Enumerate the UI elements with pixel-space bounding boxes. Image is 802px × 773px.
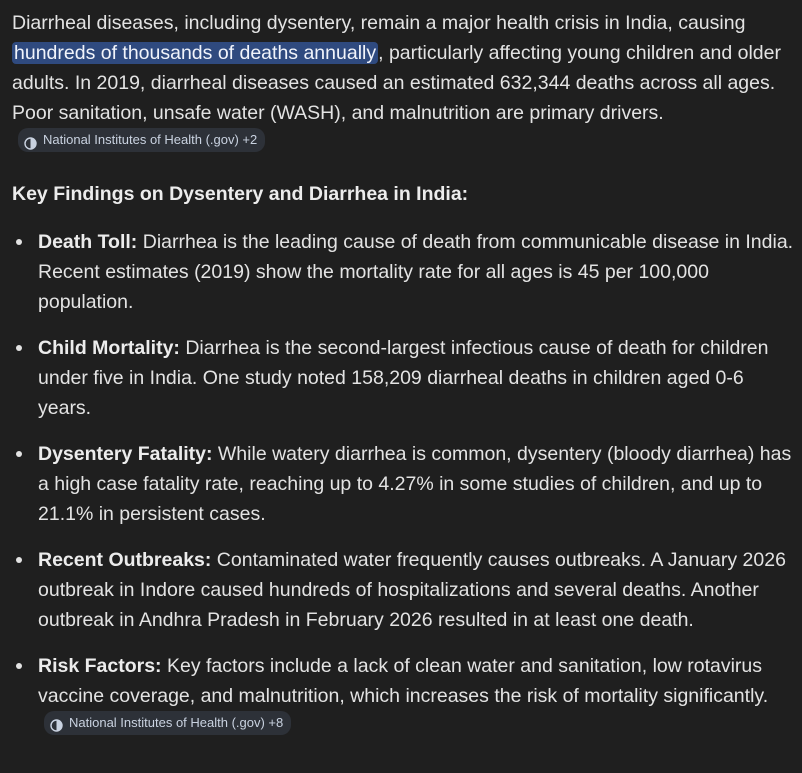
finding-term: Risk Factors: (38, 654, 162, 677)
finding-term: Death Toll: (38, 230, 138, 253)
list-item (12, 333, 802, 423)
finding-text: Diarrhea is the leading cause of death from communicable disease in India. Recent estimates (2019) show the mortality rate for all ages is 45 per 100,000 population. (38, 230, 794, 313)
list-item (12, 545, 802, 635)
findings-list (12, 227, 802, 744)
bullet-dot (16, 557, 22, 563)
source-icon (24, 134, 37, 147)
finding-term: Child Mortality: (38, 336, 180, 359)
intro-text-end: , particularly affecting young children and older adults. In 2019, diarrheal diseases caused an estimated 632,344 deaths across all ages. Poor sanitation, unsafe water (WASH), and malnutrition are primary drivers. (12, 42, 781, 124)
bullet-dot (16, 345, 22, 351)
citation-label: National Institutes of Health (.gov) +8 (69, 714, 284, 730)
list-item (12, 227, 802, 317)
finding-text: Diarrhea is the second-largest infectious cause of death for children under five in India. One study noted 158,209 diarrheal deaths in children aged 0-6 years. (38, 336, 769, 419)
highlighted-text[interactable]: hundreds of thousands of deaths annually (14, 42, 377, 64)
finding-term: Dysentery Fatality: (38, 442, 213, 465)
source-icon (50, 716, 63, 729)
findings-heading: Key Findings on Dysentery and Diarrhea in India: (12, 182, 469, 205)
list-item (12, 439, 802, 529)
intro-text-start: Diarrheal diseases, including dysentery, remain a major health crisis in India, causing (12, 12, 746, 34)
bullet-dot (16, 451, 22, 457)
intro-paragraph (12, 8, 802, 161)
bullet-dot (16, 239, 22, 245)
finding-text: Key factors include a lack of clean water and sanitation, low rotavirus vaccine coverage, and malnutrition, which increases the risk of mortality significantly. (38, 654, 769, 707)
citation-label: National Institutes of Health (.gov) +2 (43, 132, 258, 147)
finding-term: Recent Outbreaks: (38, 548, 212, 571)
finding-text: Contaminated water frequently causes outbreaks. A January 2026 outbreak in Indore caused hundreds of hospitalizations and several deaths. Another outbreak in Andhra Pradesh in February 2026 resulted in at least one death. (38, 548, 786, 631)
citation-chip[interactable] (44, 711, 291, 735)
citation-chip[interactable] (18, 128, 265, 152)
list-item (12, 651, 802, 744)
finding-text: While watery diarrhea is common, dysentery (bloody diarrhea) has a high case fatality rate, reaching up to 4.27% in some studies of children, and up to 21.1% in persistent cases. (38, 442, 792, 525)
bullet-dot (16, 663, 22, 669)
